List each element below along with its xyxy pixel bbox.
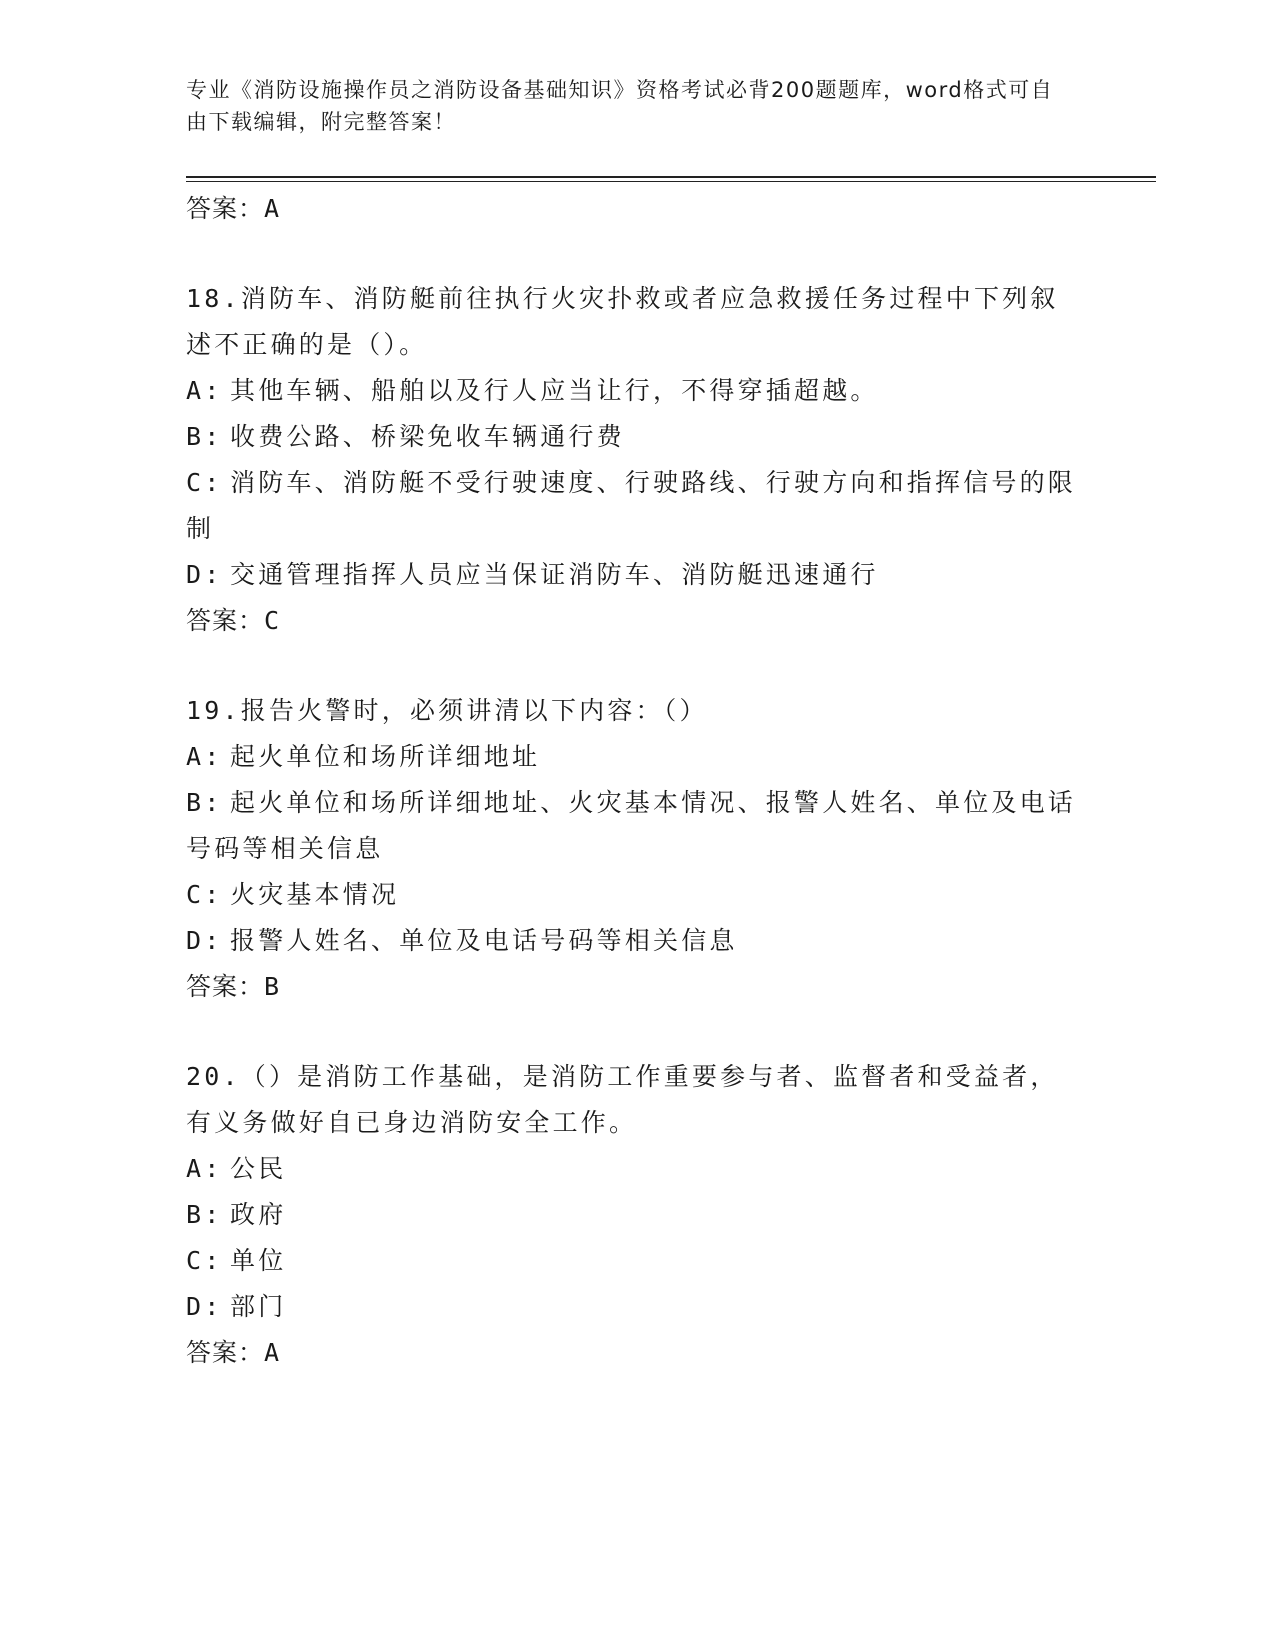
answer-label: 答案： [186,606,265,635]
answer-value: C [264,606,281,635]
option-letter: B: [186,1200,223,1229]
option-letter: D: [186,926,223,955]
option-a [186,1146,1086,1192]
answer-line [186,1330,1086,1376]
question-stem: 20.（）是消防工作基础，是消防工作重要参与者、监督者和受益者，有义务做好自已身边消防安全工作。 [186,1062,1059,1137]
option-d [186,918,1086,964]
answer-line [186,598,1086,644]
option-d [186,1284,1086,1330]
header-divider-thin [186,181,1156,182]
option-c [186,1238,1086,1284]
document-header: 专业《消防设施操作员之消防设备基础知识》资格考试必背200题题库，word格式可自由下载编辑，附完整答案！ [186,78,1054,134]
option-letter: C: [186,468,223,497]
option-b [186,1192,1086,1238]
option-letter: D: [186,1292,223,1321]
option-c [186,872,1086,918]
option-c [186,460,1086,552]
question-18 [186,276,1086,644]
option-text: 公民 [230,1154,287,1183]
option-letter: A: [186,1154,223,1183]
answer-value: A [264,1338,281,1367]
answer-value: B [264,972,281,1001]
option-text: 部门 [230,1292,287,1321]
option-text: 其他车辆、船舶以及行人应当让行，不得穿插超越。 [230,376,879,405]
answer-line [186,964,1086,1010]
option-text: 单位 [230,1246,287,1275]
option-a [186,734,1086,780]
option-a [186,368,1086,414]
option-letter: B: [186,422,223,451]
question-list [186,186,1086,1376]
option-b [186,780,1086,872]
option-letter: A: [186,376,223,405]
question-stem: 18.消防车、消防艇前往执行火灾扑救或者应急救援任务过程中下列叙述不正确的是（）。 [186,284,1059,359]
option-letter: A: [186,742,223,771]
option-text: 收费公路、桥梁免收车辆通行费 [230,422,625,451]
option-text: 报警人姓名、单位及电话号码等相关信息 [230,926,738,955]
option-text: 起火单位和场所详细地址 [230,742,541,771]
option-text: 交通管理指挥人员应当保证消防车、消防艇迅速通行 [230,560,879,589]
question-19 [186,688,1086,1010]
option-letter: D: [186,560,223,589]
option-letter: C: [186,1246,223,1275]
option-text: 政府 [230,1200,287,1229]
option-b [186,414,1086,460]
answer-line [186,186,1086,232]
header-divider-thick [186,176,1156,178]
answer-value: A [264,194,281,223]
option-letter: B: [186,788,223,817]
answer-label: 答案： [186,194,265,223]
option-text: 起火单位和场所详细地址、火灾基本情况、报警人姓名、单位及电话号码等相关信息 [186,788,1077,863]
question-20 [186,1054,1086,1376]
option-text: 火灾基本情况 [230,880,400,909]
option-letter: C: [186,880,223,909]
option-text: 消防车、消防艇不受行驶速度、行驶路线、行驶方向和指挥信号的限制 [186,468,1077,543]
question-stem: 19.报告火警时，必须讲清以下内容：（） [186,696,708,725]
answer-label: 答案： [186,972,265,1001]
answer-label: 答案： [186,1338,265,1367]
option-d [186,552,1086,598]
